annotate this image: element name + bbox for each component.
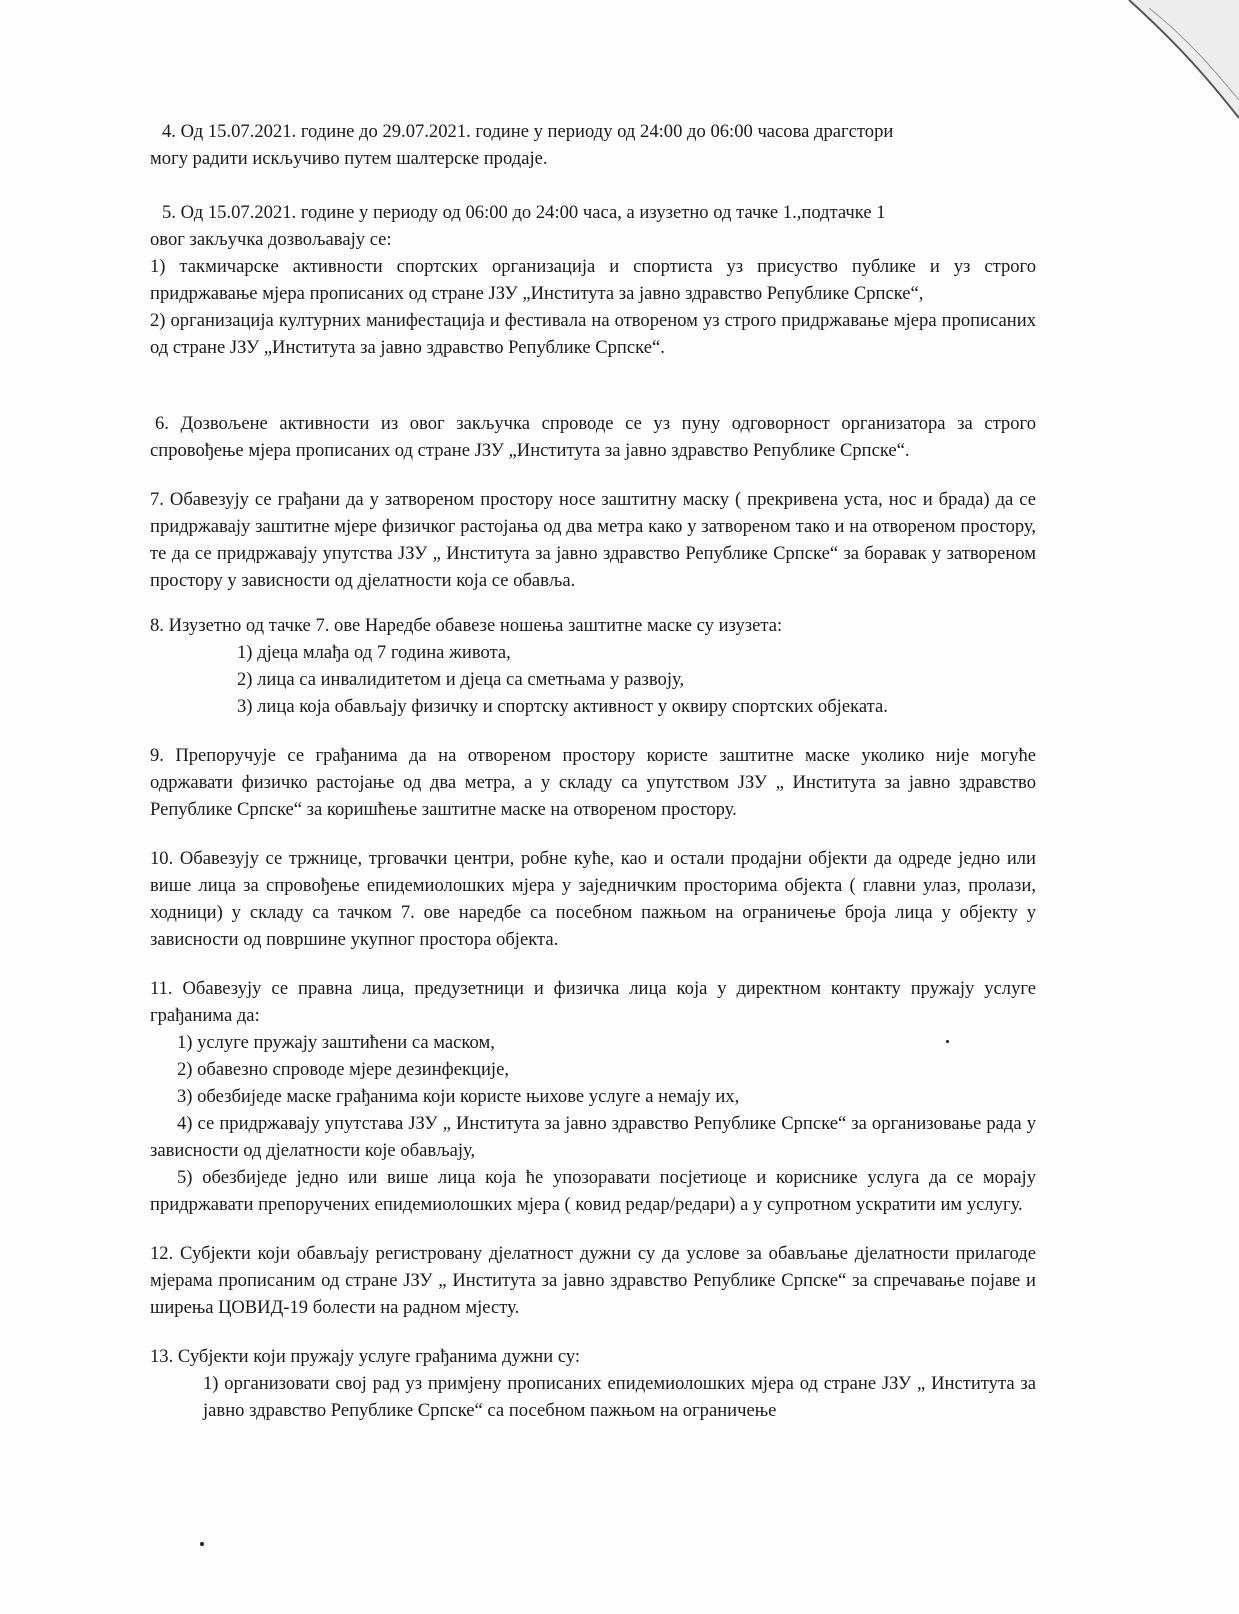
- paragraph-5-intro2: овог закључка дозвољавају се:: [150, 229, 392, 250]
- paragraph-11-item5: 5) обезбиједе једно или више лица која ће упозоравати посјетиоце и кориснике услуга да се морају придржавати препоручених епидемиолошких мјера ( ковид редар/редари) а у супротном ускратити им услугу.: [150, 1167, 1036, 1215]
- paragraph-13-item1: 1) организовати свој рад уз примјену прописаних епидемиолошких мјера од стране ЈЗУ „ Института за јавно здравство Републике Српске“ са посебном пажњом на ограничење: [203, 1373, 1036, 1421]
- list-item: 3) лица која обављају физичку и спортску активност у оквиру спортских објеката.: [237, 696, 888, 717]
- list-item: 1) дјеца млађа од 7 година живота,: [237, 642, 511, 663]
- paragraph-10: 10. Обавезују се тржнице, трговачки центри, робне куће, као и остали продајни објекти да одреде једно или више лица за спровођење епидемиолошких мјера у заједничким просторима објекта ( главни улаз, пролази, ходници) у складу са тачком 7. ове наредбе са посебном пажњом на ограничење броја лица у објекту у зависности од површине укупног простора објекта.: [150, 848, 1036, 950]
- paragraph-11-item3: 3) обезбиједе маске грађанима који користе њихове услуге а немају их,: [177, 1086, 740, 1107]
- scan-speck: [946, 1040, 949, 1043]
- paragraph-11-intro: 11. Обавезују се правна лица, предузетници и физичка лица која у директном контакту пружају услуге грађанима да:: [150, 978, 1036, 1026]
- paragraph-8-list: [150, 639, 1036, 720]
- paragraph-6: 6. Дозвољене активности из овог закључка спроводе се уз пуну одговорност организатора за строго спровођење мјера прописаних од стране ЈЗУ „Института за јавно здравство Републике Српске“.: [150, 413, 1036, 461]
- paragraph-12: 12. Субјекти који обављају регистровану дјелатност дужни су да услове за обављање дјелатности прилагоде мјерама прописаним од стране ЈЗУ „ Института за јавно здравство Републике Српске“ за спречавање појаве и ширења ЦОВИД-19 болести на радном мјесту.: [150, 1243, 1036, 1318]
- page-corner-fold: [1089, 0, 1239, 130]
- paragraph-8-intro: 8. Изузетно од тачке 7. ове Наредбе обавезе ношења заштитне маске су изузета:: [150, 615, 783, 636]
- list-item: 2) лица са инвалидитетом и дјеца са сметњама у развоју,: [237, 669, 685, 690]
- paragraph-4: [150, 118, 1036, 172]
- paragraph-9: 9. Препоручује се грађанима да на отвореном простору користе заштитне маске уколико није могуће одржавати физичко растојање од два метра, а у складу са упутством ЈЗУ „ Института за јавно здравство Републике Српске“ за коришћење заштитне маске на отвореном простору.: [150, 745, 1036, 820]
- paragraph-11-item2: 2) обавезно спроводе мјере дезинфекције,: [177, 1059, 509, 1080]
- document-body: [150, 118, 1036, 1424]
- paragraph-11-item4: 4) се придржавају упутстава ЈЗУ „ Института за јавно здравство Републике Српске“ за организовање рада у зависности од дјелатности које обављају,: [150, 1113, 1036, 1161]
- paragraph-5: [150, 199, 1036, 361]
- paragraph-5-item1: 1) такмичарске активности спортских организација и спортиста уз присуство публике и уз строго придржавање мјера прописаних од стране ЈЗУ „Института за јавно здравство Републике Српске“,: [150, 256, 1036, 304]
- paragraph-13: [150, 1343, 1036, 1424]
- paragraph-4-line2: могу радити искључиво путем шалтерске продаје.: [150, 148, 548, 169]
- paragraph-8: [150, 612, 1036, 720]
- paragraph-11-item1: 1) услуге пружају заштићени са маском,: [177, 1032, 495, 1053]
- paragraph-4-line1: 4. Од 15.07.2021. године до 29.07.2021. године у периоду од 24:00 до 06:00 часова драгстори: [162, 121, 894, 142]
- paragraph-11: [150, 975, 1036, 1218]
- paragraph-13-intro: 13. Субјекти који пружају услуге грађанима дужни су:: [150, 1346, 581, 1367]
- paragraph-5-item2: 2) организација културних манифестација и фестивала на отвореном уз строго придржавање мјера прописаних од стране ЈЗУ „Института за јавно здравство Републике Српске“.: [150, 310, 1036, 358]
- scan-speck: [200, 1542, 204, 1546]
- paragraph-5-intro1: 5. Од 15.07.2021. године у периоду од 06:00 до 24:00 часа, а изузетно од тачке 1.,подтачке 1: [162, 202, 886, 223]
- paragraph-7: 7. Обавезују се грађани да у затвореном простору носе заштитну маску ( прекривена уста, нос и брада) да се придржавају заштитне мјере физичког растојања од два метра како у затвореном тако и на отвореном простору, те да се придржавају упутства ЈЗУ „ Института за јавно здравство Републике Српске“ за боравак у затвореном простору у зависности од дјелатности која се обавља.: [150, 489, 1036, 591]
